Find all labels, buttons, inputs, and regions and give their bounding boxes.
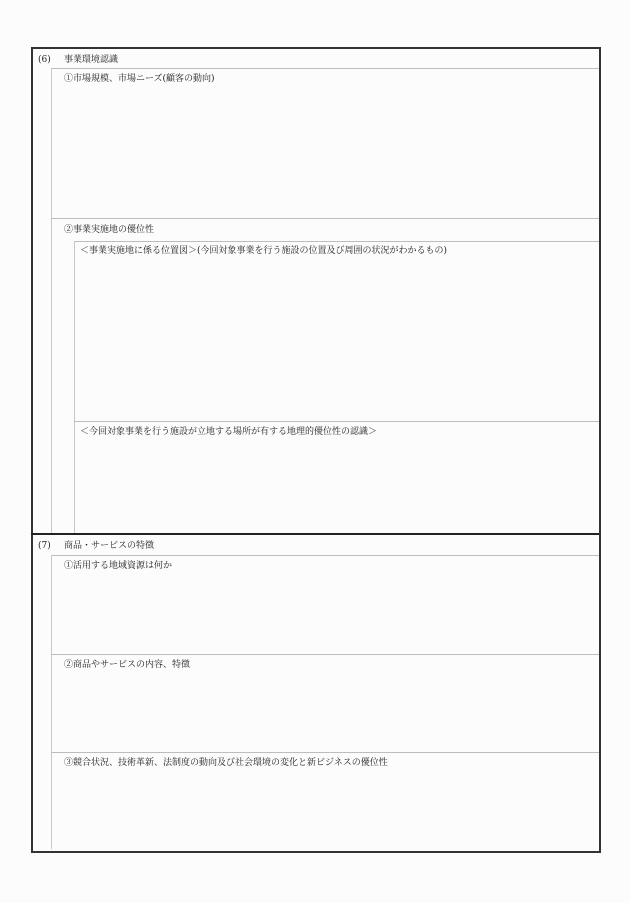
section-6-inner-top-border xyxy=(51,68,599,69)
item-6-2-label: ②事業実施地の優位性 xyxy=(64,225,155,235)
section-7-title: 商品・サービスの特徴 xyxy=(64,541,155,551)
item-7-1-label: ①活用する地域資源は何か xyxy=(64,561,173,571)
item-7-2-bottom-divider xyxy=(51,752,599,753)
item-7-2-answer-area[interactable] xyxy=(52,672,598,751)
item-7-1-answer-area[interactable] xyxy=(52,573,598,653)
item-6-2-inner-top-border xyxy=(74,241,599,242)
geographic-advantage-answer-area[interactable] xyxy=(75,440,598,532)
location-map-area[interactable] xyxy=(75,258,598,420)
item-6-1-label: ①市場規模、市場ニーズ(顧客の動向) xyxy=(64,74,215,84)
geographic-advantage-label: ＜今回対象事業を行う施設が立地する場所が有する地理的優位性の認識＞ xyxy=(80,427,378,437)
section-6-number: (6) xyxy=(38,55,51,65)
item-7-3-label: ③競合状況、技術革新、法制度の動向及び社会環境の変化と新ビジネスの優位性 xyxy=(64,758,388,768)
location-map-bottom-divider xyxy=(74,421,599,422)
section-divider xyxy=(31,533,599,535)
item-7-1-bottom-divider xyxy=(51,654,599,655)
section-7-number: (7) xyxy=(38,541,51,551)
section-6-heading xyxy=(38,54,118,66)
item-7-3-answer-area[interactable] xyxy=(52,770,598,848)
location-map-label: ＜事業実施地に係る位置図＞(今回対象事業を行う施設の位置及び周囲の状況がわかるもの) xyxy=(80,246,448,256)
item-6-1-bottom-divider xyxy=(51,218,599,219)
item-7-2-label: ②商品やサービスの内容、特徴 xyxy=(64,660,191,670)
section-6-title: 事業環境認識 xyxy=(64,55,119,65)
section-7-inner-top-border xyxy=(51,555,599,556)
section-7-heading xyxy=(38,540,154,552)
item-6-1-answer-area[interactable] xyxy=(52,86,598,217)
